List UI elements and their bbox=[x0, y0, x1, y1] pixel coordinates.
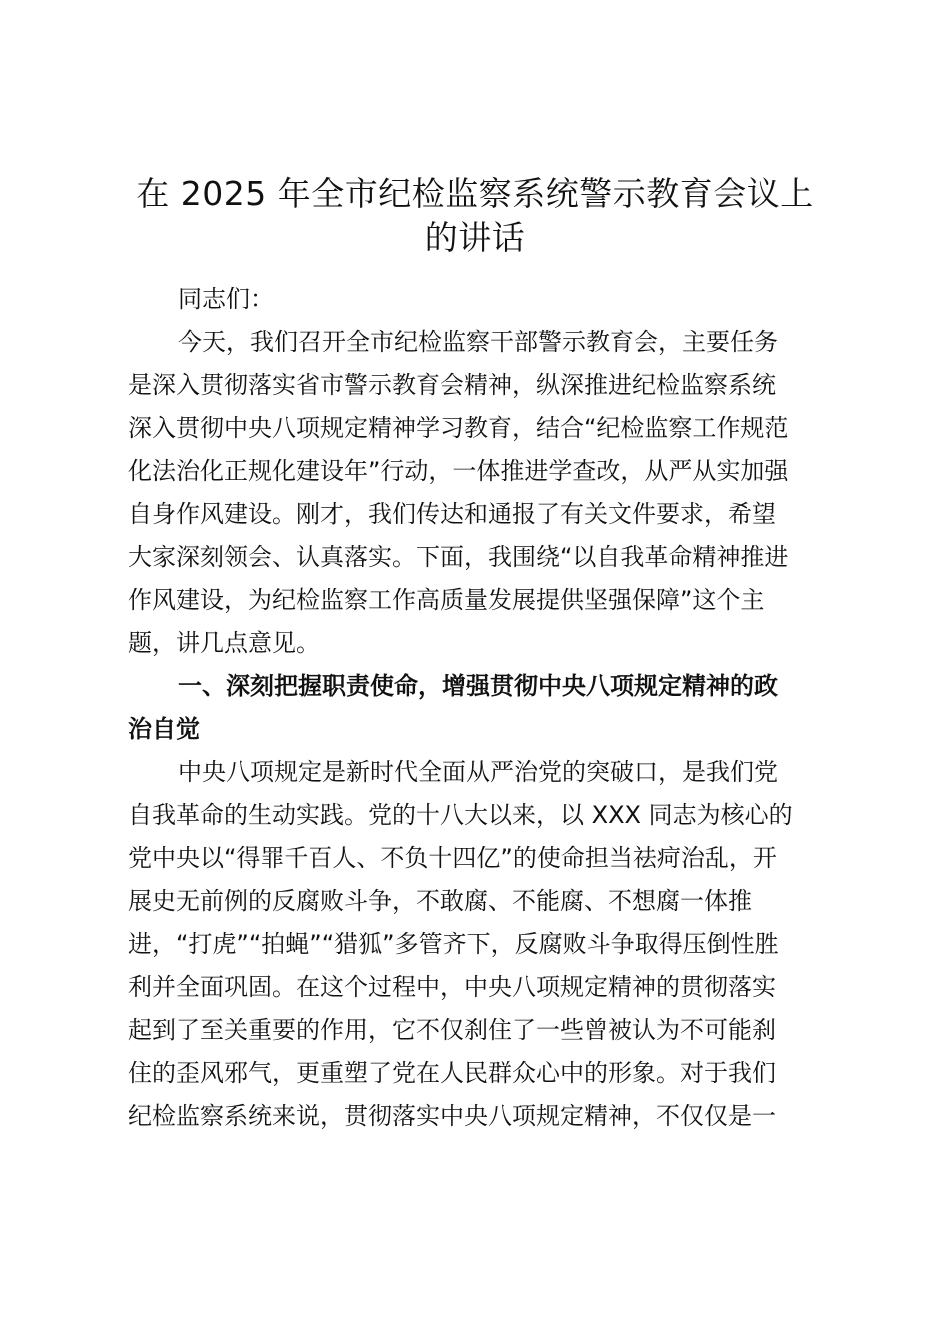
body-text-line: 利并全面巩固。在这个过程中，中央八项规定精神的贯彻落实 bbox=[128, 973, 776, 1001]
body-text-line: 深入贯彻中央八项规定精神学习教育，结合“纪检监察工作规范 bbox=[128, 414, 789, 442]
document-body bbox=[128, 278, 832, 1138]
body-text-line: 作风建设，为纪检监察工作高质量发展提供坚强保障”这个主 bbox=[128, 586, 765, 614]
body-text-line: 同志们： bbox=[178, 285, 274, 313]
document-title bbox=[110, 172, 840, 260]
body-text-line: 自我革命的生动实践。党的十八大以来，以 XXX 同志为核心的 bbox=[128, 801, 793, 829]
section-heading-line: 一、深刻把握职责使命，增强贯彻中央八项规定精神的政 bbox=[178, 672, 778, 700]
body-text-line: 是深入贯彻落实省市警示教育会精神，纵深推进纪检监察系统 bbox=[128, 371, 776, 399]
body-text-line: 党中央以“得罪千百人、不负十四亿”的使命担当祛疴治乱，开 bbox=[128, 844, 777, 872]
title-line-1: 在 2025 年全市纪检监察系统警示教育会议上 bbox=[136, 174, 814, 213]
title-line-2: 的讲话 bbox=[424, 218, 526, 257]
body-text-line: 中央八项规定是新时代全面从严治党的突破口，是我们党 bbox=[178, 758, 778, 786]
body-text-line: 今天，我们召开全市纪检监察干部警示教育会，主要任务 bbox=[178, 328, 778, 356]
body-text-line: 展史无前例的反腐败斗争，不敢腐、不能腐、不想腐一体推 bbox=[128, 887, 752, 915]
body-text-line: 纪检监察系统来说，贯彻落实中央八项规定精神，不仅仅是一 bbox=[128, 1102, 776, 1130]
body-text-line: 进，“打虎”“拍蝇”“猎狐”多管齐下，反腐败斗争取得压倒性胜 bbox=[128, 930, 779, 958]
body-text-line: 大家深刻领会、认真落实。下面，我围绕“以自我革命精神推进 bbox=[128, 543, 789, 571]
body-text-line: 化法治化正规化建设年”行动，一体推进学查改，从严从实加强 bbox=[128, 457, 789, 485]
body-text-line: 题，讲几点意见。 bbox=[128, 629, 320, 657]
body-text-line: 住的歪风邪气，更重塑了党在人民群众心中的形象。对于我们 bbox=[128, 1059, 776, 1087]
body-text-line: 自身作风建设。刚才，我们传达和通报了有关文件要求，希望 bbox=[128, 500, 776, 528]
section-heading-line: 治自觉 bbox=[128, 715, 200, 743]
body-text-line: 起到了至关重要的作用，它不仅刹住了一些曾被认为不可能刹 bbox=[128, 1016, 776, 1044]
